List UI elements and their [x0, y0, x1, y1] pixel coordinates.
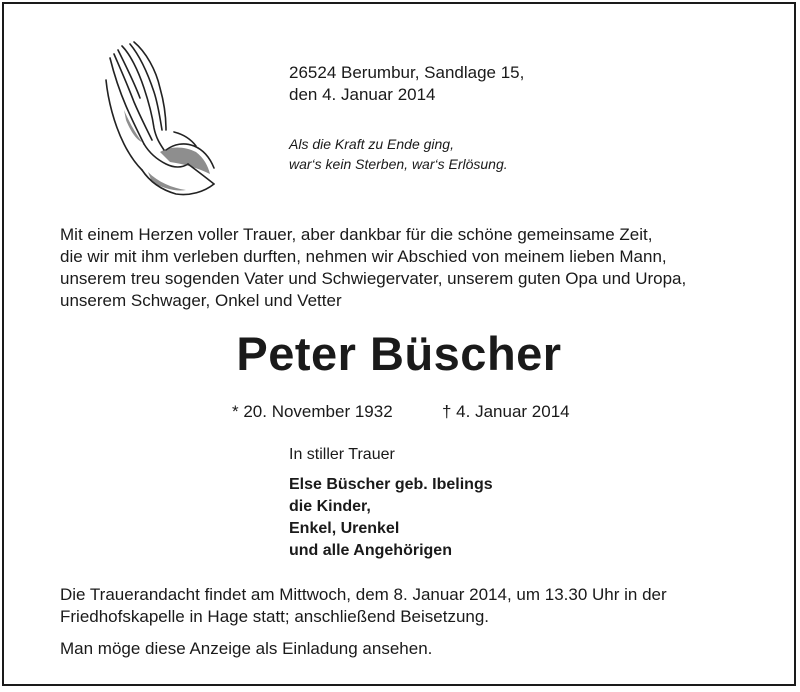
birth-date: * 20. November 1932: [232, 402, 393, 421]
obituary-notice: [2, 2, 796, 686]
intro-line: unserem treu sogenden Vater und Schwiegervater, unserem guten Opa und Uropa,: [60, 269, 687, 288]
place-and-date: [289, 62, 524, 106]
date-line: den 4. Januar 2014: [289, 85, 436, 104]
mourning-label: In stiller Trauer: [289, 446, 395, 463]
service-line: Die Trauerandacht findet am Mittwoch, dem 8. Januar 2014, um 13.30 Uhr in der: [60, 585, 667, 604]
deceased-name: Peter Büscher: [236, 327, 562, 380]
intro-line: Mit einem Herzen voller Trauer, aber dankbar für die schöne gemeinsame Zeit,: [60, 225, 653, 244]
verse: [289, 134, 508, 174]
intro-line: unserem Schwager, Onkel und Vetter: [60, 291, 342, 310]
mourner: Else Büscher geb. Ibelings: [289, 476, 493, 493]
invitation-note: Man möge diese Anzeige als Einladung ansehen.: [60, 639, 433, 658]
intro-text: [60, 224, 686, 312]
intro-line: die wir mit ihm verleben durften, nehmen wir Abschied von meinem lieben Mann,: [60, 247, 667, 266]
life-dates: [232, 401, 570, 423]
verse-line-1: Als die Kraft zu Ende ging,: [289, 136, 454, 152]
mourner: und alle Angehörigen: [289, 542, 452, 559]
address-line: 26524 Berumbur, Sandlage 15,: [289, 63, 525, 82]
mourner: die Kinder,: [289, 498, 371, 515]
service-line: Friedhofskapelle in Hage statt; anschließend Beisetzung.: [60, 607, 490, 626]
verse-line-2: war‘s kein Sterben, war‘s Erlösung.: [289, 156, 508, 172]
praying-hands-icon: [100, 40, 220, 198]
service-info: [60, 584, 667, 628]
death-date: † 4. Januar 2014: [442, 402, 570, 421]
mourners-list: [289, 474, 493, 562]
mourner: Enkel, Urenkel: [289, 520, 400, 537]
